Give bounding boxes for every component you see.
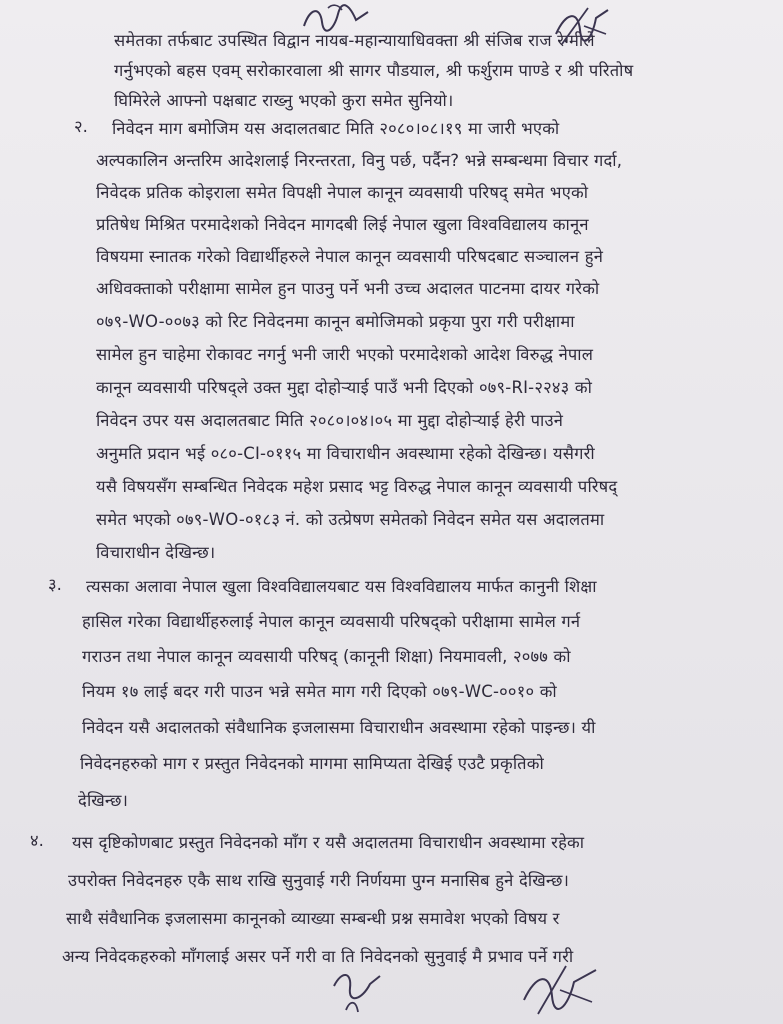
text-line: अधिवक्ताको परीक्षामा सामेल हुन पाउनु पर्ने भनी उच्च अदालत पाटनमा दायर गरेको (96, 279, 600, 298)
text-line: साथै संवैधानिक इजलासमा कानूनको व्याख्या सम्बन्धी प्रश्न समावेश भएको विषय र (66, 909, 560, 928)
text-line: ०७९-WO-००७३ को रिट निवेदनमा कानून बमोजिमको प्रकृया पुरा गरी परीक्षामा (96, 312, 575, 331)
text-line: कानून व्यवसायी परिषद्ले उक्त मुद्दा दोहोऱ्याई पाउँ भनी दिएको ०७९-RI-२२४३ को (96, 378, 593, 397)
text-line: हासिल गरेका विद्यार्थीहरुलाई नेपाल कानून व्यवसायी परिषद्को परीक्षामा सामेल गर्न (82, 612, 581, 631)
text-line: विचाराधीन देखिन्छ। (96, 543, 216, 562)
paragraph-number: ४. (30, 831, 44, 850)
text-line: निवेदन माग बमोजिम यस अदालतबाट मिति २०८०।०८।१९ मा जारी भएको (112, 119, 560, 138)
text-line: घिमिरेले आफ्नो पक्षबाट राख्नु भएको कुरा समेत सुनियो। (114, 91, 454, 110)
text-line: गर्नुभएको बहस एवम् सरोकारवाला श्री सागर पौडयाल, श्री फर्शुराम पाण्डे र श्री परितोष (114, 61, 634, 80)
text-line: निवेदन यसै अदालतको संवैधानिक इजलासमा विचाराधीन अवस्थामा रहेको पाइन्छ। यी (82, 718, 596, 737)
text-line: समेतका तर्फबाट उपस्थित विद्वान नायब-महान्यायाधिवक्ता श्री संजिब राज रेग्मीले (114, 31, 595, 50)
signature-bottom-left (326, 966, 386, 1018)
text-line: गराउन तथा नेपाल कानून व्यवसायी परिषद् (कानूनी शिक्षा) नियमावली, २०७७ को (82, 647, 571, 666)
text-line: अनुमति प्रदान भई ०८०-CI-०११५ मा विचाराधीन अवस्थामा रहेको देखिन्छ। यसैगरी (96, 444, 595, 463)
paragraph-number: ३. (48, 575, 62, 594)
signature-top-left (298, 2, 374, 36)
signature-bottom-right (516, 960, 604, 1020)
text-line: नियम १७ लाई बदर गरी पाउन भन्ने समेत माग गरी दिएको ०७९-WC-००१० को (82, 682, 557, 701)
text-line: यसै विषयसँग सम्बन्धित निवेदक महेश प्रसाद भट्ट विरुद्ध नेपाल कानून व्यवसायी परिषद् (96, 477, 618, 496)
text-line: देखिन्छ। (78, 791, 129, 810)
text-line: निवेदनहरुको माग र प्रस्तुत निवेदनको मागमा सामिप्यता देखिई एउटै प्रकृतिको (80, 754, 544, 773)
text-line: अल्पकालिन अन्तरिम आदेशलाई निरन्तरता, विनु पर्छ, पर्दैन? भन्ने सम्बन्धमा विचार गर्दा, (96, 151, 623, 170)
text-line: निवेदन उपर यस अदालतबाट मिति २०८०।०४।०५ मा मुद्दा दोहोऱ्याई हेरी पाउने (96, 411, 564, 430)
text-line: सामेल हुन चाहेमा रोकावट नगर्नु भनी जारी भएको परमादेशको आदेश विरुद्ध नेपाल (96, 345, 594, 364)
text-line: निवेदक प्रतिक कोइराला समेत विपक्षी नेपाल कानून व्यवसायी परिषद् समेत भएको (96, 183, 589, 202)
text-line: प्रतिषेध मिश्रित परमादेशको निवेदन मागदबी लिई नेपाल खुला विश्वविद्यालय कानून (96, 215, 589, 234)
text-line: समेत भएको ०७९-WO-०१८३ नं. को उत्प्रेषण समेतको निवेदन समेत यस अदालतमा (96, 510, 605, 529)
text-line: त्यसका अलावा नेपाल खुला विश्वविद्यालयबाट यस विश्वविद्यालय मार्फत कानुनी शिक्षा (86, 577, 597, 596)
text-line: यस दृष्टिकोणबाट प्रस्तुत निवेदनको माँग र यसै अदालतमा विचाराधीन अवस्थामा रहेका (72, 833, 585, 852)
paragraph-number: २. (74, 117, 88, 136)
text-line: विषयमा स्नातक गरेको विद्यार्थीहरुले नेपाल कानून व्यवसायी परिषदबाट सञ्चालन हुने (96, 247, 604, 266)
text-line: उपरोक्त निवेदनहरु एकै साथ राखि सुनुवाई गरी निर्णयमा पुग्न मनासिब हुने देखिन्छ। (68, 871, 570, 890)
text-line: अन्य निवेदकहरुको माँगलाई असर पर्ने गरी वा ति निवेदनको सुनुवाई मै प्रभाव पर्ने गरी (62, 947, 574, 966)
signature-top-right (548, 4, 614, 48)
